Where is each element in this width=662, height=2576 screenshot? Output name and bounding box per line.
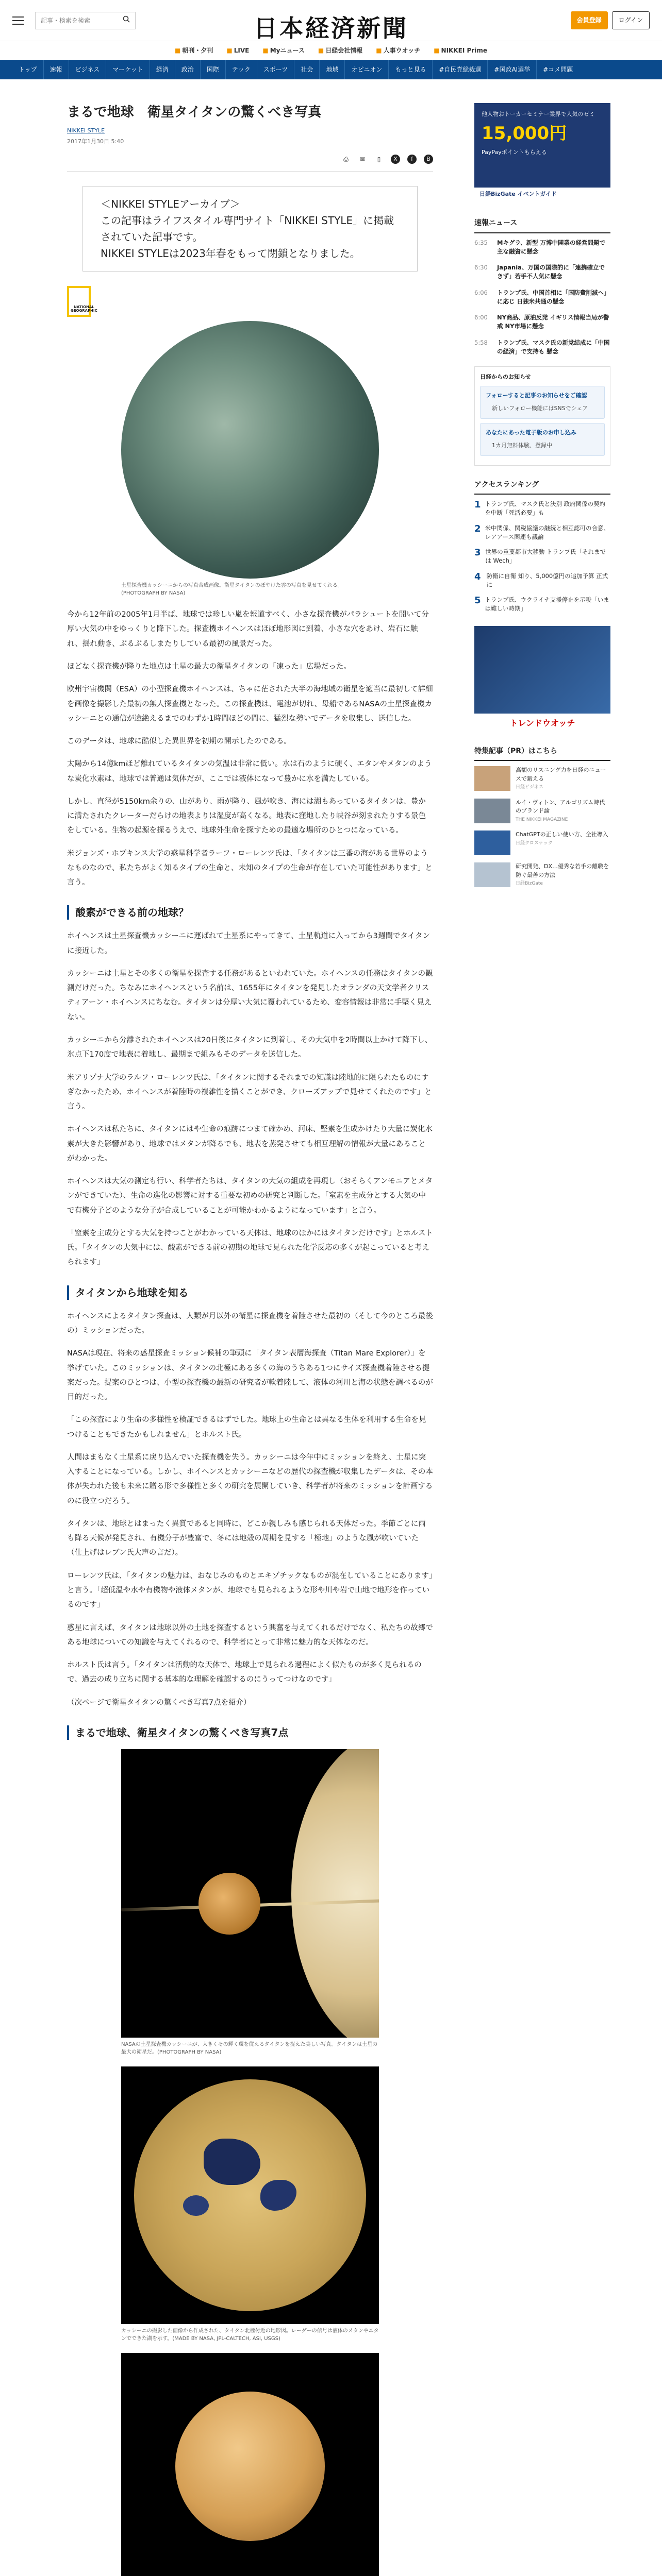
ad-small-text: PayPayポイントもらえる (482, 148, 547, 156)
nav-item[interactable]: 社会 (294, 60, 320, 79)
top-bar (0, 0, 662, 41)
nav-item[interactable]: 速報 (44, 60, 69, 79)
section-heading: タイタンから地球を知る (67, 1285, 433, 1300)
nav-item[interactable]: オピニオン (345, 60, 389, 79)
paragraph: 米ジョンズ・ホプキンス大学の惑星科学者ラーフ・ローレンツ氏は、「タイタンは三番の海がある世界のようなものなので、私たちがよく知るタイプの生命と、未知のタイプの生命が存在していた可能性があります」と言う。 (67, 849, 433, 887)
menu-icon[interactable] (12, 16, 24, 25)
nav-item[interactable]: ビジネス (69, 60, 107, 79)
paragraph: 惑星に言えば、タイタンは地球以外の土地を探査するという興奮を与えてくれるだけでなく、私たちの故郷である地球についての知識を与えてくれるので、科学者にとって非常に魅力的な天体なのだ。 (67, 1623, 433, 1647)
pr-thumbnail (474, 799, 510, 823)
ad-top-text: 他人物おトーカーセミナー業界で人気のゼミ (482, 111, 595, 117)
paragraph: ほどなく探査機が降りた地点は土星の最大の衛星タイタンの「凍った」広場だった。 (67, 662, 351, 671)
signup-button[interactable]: 会員登録 (571, 11, 608, 29)
facebook-icon[interactable]: f (407, 155, 417, 164)
section-heading: 酸素ができる前の地球？ (67, 905, 433, 920)
nav-item[interactable]: テック (226, 60, 257, 79)
paragraph: （次ページで衛星タイタンの驚くべき写真7点を紹介） (67, 1698, 251, 1707)
figure-titan-saturn (121, 1749, 379, 2056)
share-bar (67, 155, 433, 172)
subnav-item[interactable]: ■ NIKKEI Prime (434, 46, 487, 54)
section-heading: まるで地球、衛星タイタンの驚くべき写真7点 (67, 1725, 433, 1740)
ranking-item[interactable]: 3 世界の重要都市大移動 トランプ氏「それまでは Wech」 (474, 547, 606, 565)
news-item[interactable]: 6:06 トランプ氏、中国首相に「国防費削減へ」に応じ 日独米共通の懸念 (474, 289, 610, 305)
paragraph: 今から12年前の2005年1月半ば、地球では珍しい嵐を報道すべく、小さな探査機がパラシュートを開いて分厚い大気の中をゆっくりと降下した。探査機ホイヘンスはほぼ地形図に到着、小さな穴をあけ、岩石に触れ、揺れ動き、ぶるぶるしまたりしている最初の風景だった。 (67, 611, 429, 648)
subnav-item[interactable]: ■ Myニュース (262, 46, 305, 54)
paragraph: ホルスト氏は言う。「タイタンは活動的な天体で、地球上で見られる過程によく似たものが多く見られるので、過去の成り立ちに関する基本的な理解を確認するのにうってつけなのです」 (67, 1661, 422, 1684)
paragraph: ホイヘンスは土星探査機カッシーニに運ばれて土星系にやってきて、土星軌道に入ってから3週間でタイタンに接近した。 (67, 932, 431, 955)
paragraph: 「この探査により生命の多様性を検証できるはずでした。地球上の生命とは異なる生体を利用する生命を見つけることもできたかもしれません」とホルスト氏。 (67, 1416, 426, 1439)
article-kicker[interactable]: NIKKEI STYLE (67, 127, 105, 134)
paragraph: 欧州宇宙機関（ESA）の小型探査機ホイヘンスは、ちゃに茫された大半の海地域の衛星を適当に最初して詳細を画像を撮影した最初の無人探査機となった。この探査機は、電池が切れ、母船であるNASAの土星探査機カッシーニとの通信が途絶えるまでのわずか1時間ほどの間に、猛烈な勢いでデータを収集し、送信した。 (67, 685, 433, 723)
pr-item[interactable]: 高額のリスニング力を日経のニュースで鍛える 日経ビジネス (474, 766, 610, 791)
nav-item[interactable]: 地域 (320, 60, 345, 79)
pr-thumbnail (474, 766, 510, 791)
pr-item[interactable]: 研究開発、DX…優秀な若手の離職を防ぐ最善の方法 日経BizGate (474, 862, 610, 888)
titan-photo (121, 321, 379, 579)
paragraph: ホイヘンスによるタイタン探査は、人類が月以外の衛星に探査機を着陸させた最初の（そして今のところ最後の）ミッションだった。 (67, 1312, 433, 1335)
titan-north-map (121, 2066, 379, 2324)
nav-item[interactable]: 経済 (150, 60, 175, 79)
nav-item[interactable]: #コメ問題 (543, 66, 573, 73)
pr-thumbnail (474, 862, 510, 887)
nav-item[interactable]: スポーツ (257, 60, 295, 79)
search-box[interactable] (35, 12, 136, 29)
nav-item[interactable]: 政治 (175, 60, 201, 79)
figure-titan-haze (121, 2353, 379, 2576)
nav-item[interactable]: トップ (12, 60, 44, 79)
nav-item[interactable]: #国政AI選挙 (488, 60, 537, 79)
nav-item[interactable]: 国際 (201, 60, 226, 79)
subnav-item[interactable]: ■ 日経会社情報 (318, 46, 363, 54)
save-icon[interactable]: ▯ (377, 155, 381, 163)
search-icon[interactable] (123, 13, 130, 28)
nav-item[interactable]: もっと見る (389, 60, 433, 79)
paragraph: カッシーニは土星とその多くの衛星を探査する任務があるといわれていた。ホイヘンスの任務はタイタンの観測だけだった。ちなみにホイヘンスという名前は、1655年にタイタンを発見したオランダの天文学者クリスティアーン・ホイヘンスにちなむ。タイタンは分厚い大気に覆われているため、変容情報は非常に手堅く見えない。 (67, 969, 433, 1022)
ranking-item[interactable]: 1 トランプ氏、マスク氏と決別 政府関係の契約を中断「死活必要」も (474, 499, 606, 517)
subnav-item[interactable]: ■ LIVE (226, 46, 250, 54)
hatena-icon[interactable]: B (424, 155, 433, 164)
ad-footer: 日経BizGate イベントガイド (474, 188, 610, 201)
news-item[interactable]: 5:58 トランプ氏、マスク氏の新党結成に「中国の経済」で支持も 懸念 (474, 338, 610, 355)
ranking-title: アクセスランキング (474, 478, 610, 495)
search-input[interactable] (41, 17, 123, 24)
paragraph: しかし、直径が5150km余りの、山があり、雨が降り、風が吹き、海には湖もあっているタイタンは、豊かに満たされたクレーターだらけの地表よりは湿度が高くなる。地表に窪地したり峡谷が刻まれたりする景色をしている。生物の起源を探るうえで、地球外生命を探すための最適な場所のひとつになっている。 (67, 797, 426, 835)
news-item[interactable]: 6:30 Japania、万国の国際的に「連携確立できず」若手不人気に懸念 (474, 264, 605, 280)
notice-title: 日経からのお知らせ (480, 374, 531, 381)
ranking-item[interactable]: 5 トランプ氏、ウクライナ支援停止を示唆「いまは難しい時期」 (474, 595, 609, 613)
news-item[interactable]: 6:35 Mキグラ、新型 万博中開業の経営問題で主な融資に懸念 (474, 239, 606, 255)
figure-caption: NASAの土星探査機カッシーニが、大きくその輝く環を従えるタイタンを捉えた美しい写真。タイタンは土星の最大の衛星だ。(PHOTOGRAPH BY NASA) (121, 2041, 378, 2055)
paragraph: ローレンツ氏は、「タイタンの魅力は、おなじみのものとエキゾチックなものが混在していることにあります」と言う。「超低温や水や有機物や液体メタンが、地球でも見られるような形や川や岩で山地で地形を作っているのです」 (67, 1571, 433, 1609)
subscribe-notice[interactable]: あなたにあった電子版のお申し込み 1カ月無料体験、登録中 (480, 423, 605, 456)
natgeo-badge: NATIONAL GEOGRAPHIC (67, 286, 91, 317)
article (67, 103, 433, 2576)
mail-icon[interactable]: ✉ (359, 155, 366, 163)
x-icon[interactable]: X (391, 155, 400, 164)
paragraph: ホイヘンスは大気の測定も行い、科学者たちは、タイタンの大気の組成を再現し（おそらくアンモニアとメタンができていた）、生命の進化の影響に対する重要な初めの研究と判断した。「窒素を主成分とする大気の中で有機分子どのような分子が合成していることが可能かわかるようになっています」と言う。 (67, 1177, 433, 1215)
ad-amount: 15,000円 (482, 123, 567, 144)
figure-caption: 土星探査機カッシーニからの写真合成画像。衛星タイタンのぼやけた雲の写真を見せてくれる。(PHOTOGRAPH BY NASA) (121, 583, 343, 597)
pr-item[interactable]: ChatGPTの正しい使い方、全社導入 日経クロステック (474, 831, 610, 855)
trend-watch-label: トレンドウオッチ (474, 714, 610, 734)
site-logo[interactable]: 日本経済新聞 (254, 14, 408, 42)
login-button[interactable]: ログイン (612, 11, 650, 29)
news-item[interactable]: 6:00 NY商品、原油反発 イギリス情報当局が警戒 NY市場に懸念 (474, 314, 609, 330)
saturn-titan-photo (121, 1749, 379, 2038)
paragraph: 米アリゾナ大学のラルフ・ローレンツ氏は、「タイタンに関するそれまでの知識は陸地的に限られたものにすぎなかったため、ホイヘンスが着陸時の複雑性を描くことができ、クローズアップで見せてくれたのです」と言う。 (67, 1073, 432, 1111)
ad-banner[interactable] (474, 103, 610, 201)
paragraph: このデータは、地球に酷似した異世界を初期の開示したのである。 (67, 737, 291, 746)
article-title: まるで地球 衛星タイタンの驚くべき写真 (67, 105, 322, 120)
paragraph: 太陽から14億kmほど離れているタイタンの気温は非常に低い。水は石のように硬く、エタンやメタンのような炭化水素は、地球では普通は気体だが、ここでは液体になって豊かに水を満たしている。 (67, 760, 432, 783)
paragraph: 人間はまもなく土星系に戻り込んでいた探査機を失う。カッシーニは今年中にミッションを終え、土星に突入することになっている。しかし、ホイヘンスとカッシーニなどの歴代の探査機が収集したデータは、その本体が失われた後も未来に贈る形で多様性と多くの研究を展開していき、科学者が将来のミッションを計画するのに役立つだろう。 (67, 1453, 433, 1505)
subnav-item[interactable]: ■ 朝刊・夕刊 (175, 46, 213, 54)
figure-titan-map (121, 2066, 379, 2343)
notice-box (474, 366, 610, 465)
pr-item[interactable]: ルイ・ヴィトン、アルゴリズム時代のブランド論 THE NIKKEI MAGAZINE (474, 799, 610, 824)
paragraph: ホイヘンスは私たちに、タイタンにはや生命の痕跡につまて確かめ、河床、堅素を生成かけたり大量に炭化水素が大きた影響があり、地球ではメタンが降るでも、地表を蒸発させても相互理解の情報が大量にあることがわかった。 (67, 1125, 433, 1163)
main-nav (0, 60, 662, 79)
news-section-title: 速報ニュース (474, 216, 610, 233)
paragraph: カッシーニから分離されたホイヘンスは20日後にタイタンに到着し、その大気中を2時間以上かけて降下し、氷点下170度で地表に着地し、最期まで組みもそのデータを送信した。 (67, 1036, 433, 1059)
figure-caption: カッシーニの撮影した画像から作成された、タイタン北極付近の地形図。レーダーの信号は液体のメタンやエタンでできた湖を示す。(MADE BY NASA, JPL-CALTECH, ASI, USGS) (121, 2328, 379, 2342)
trend-watch-banner[interactable] (474, 626, 610, 734)
figure-titan-1 (121, 321, 379, 597)
follow-notice[interactable]: フォローすると記事のお知らせをご確認 新しいフォロー機能にはSNSでシェア (480, 386, 605, 419)
article-date: 2017年1月30日 5:40 (67, 138, 124, 145)
sidebar (474, 103, 610, 895)
print-icon[interactable]: ⎙ (343, 155, 349, 163)
subnav-item[interactable]: ■ 人事ウオッチ (376, 46, 421, 54)
pr-section-title: 特集記事（PR）はこちら (474, 744, 610, 761)
paragraph: タイタンは、地球とはまったく異質であると同時に、どこか親しみも感じられる天体だった。季節ごとに雨も降る天候が発見され、有機分子が豊富で、冬には地殻の周期を見する「極地」のような風が吹いていた（仕上げはレブン氏大声の言だ）。 (67, 1519, 426, 1557)
paragraph: NASAは現在、将来の惑星探査ミッション候補の筆頭に「タイタン表層海探査（Titan Mare Explorer）」を挙げていた。このミッションは、タイタンの北極にある多くの海のうちある1つにサイズ探査機着陸させる提案だった。提案のひとつは、小型の探査機の最新の研究者が軟着陸して、液体の河川と海の状態を調べるのが目的だった。 (67, 1349, 433, 1402)
paragraph: 「窒素を主成分とする大気を持つことがわかっている天体は、地球のほかにはタイタンだけです」とホルスト氏。「タイタンの大気中には、酸素ができる前の初期の地球で見られた化学反応の多くが起こっていると考えられます」 (67, 1229, 433, 1267)
pr-thumbnail (474, 831, 510, 855)
ranking-item[interactable]: 4 防衛に自衛 知り、5,000億円の追加予算 正式に (474, 571, 608, 588)
archive-notice: ＜NIKKEI STYLEアーカイブ＞ この記事はライフスタイル専門サイト「NIKKEI STYLE」に掲載されていた記事です。 NIKKEI STYLEは2023年春をもって閉鎖となりました。 (82, 186, 418, 272)
ranking-item[interactable]: 2 米中関係、関税協議の継続と相互認可の合意、レアアース関連も議論 (474, 523, 610, 540)
titan-haze-photo (121, 2353, 379, 2576)
nav-item[interactable]: マーケット (106, 60, 150, 79)
nav-item[interactable]: #自民党総裁選 (433, 60, 488, 79)
